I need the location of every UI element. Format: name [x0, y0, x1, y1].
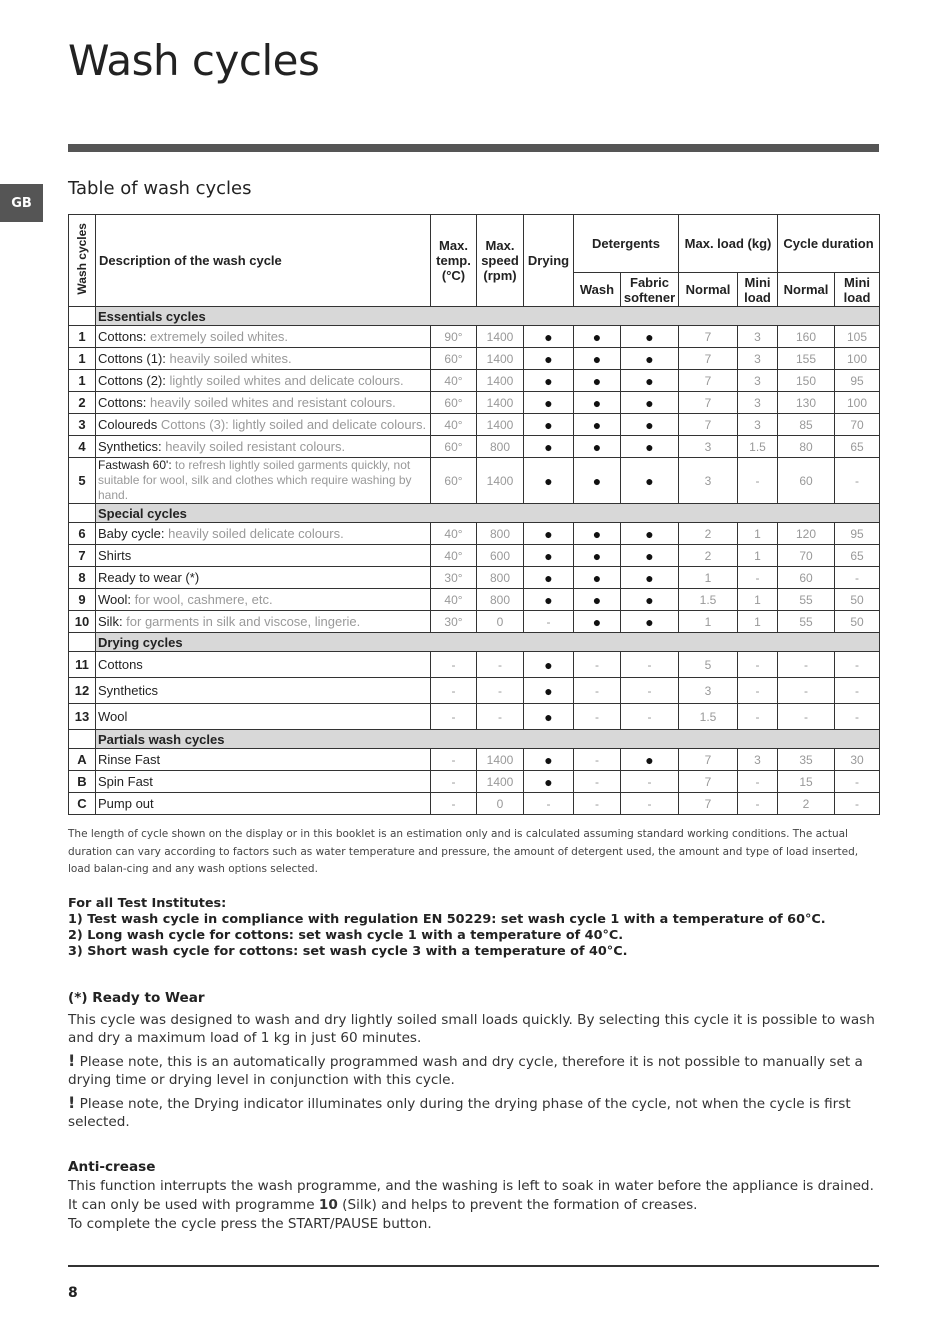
table-row: [69, 523, 880, 545]
table-row: [69, 545, 880, 567]
cycle-number: B: [69, 771, 96, 793]
cycle-number: 11: [69, 652, 96, 678]
cycle-description: [96, 652, 431, 678]
wash-detergent-cell: -: [574, 704, 621, 730]
max-speed: 1400: [477, 414, 524, 436]
duration-normal: 150: [778, 370, 835, 392]
load-mini: 1: [738, 589, 778, 611]
max-speed: 1400: [477, 348, 524, 370]
duration-normal: 2: [778, 793, 835, 815]
cycle-description: [96, 414, 431, 436]
softener-cell: ●: [621, 589, 679, 611]
section-title: Partials wash cycles: [96, 730, 880, 749]
max-temp: -: [431, 771, 477, 793]
duration-mini-header: Mini load: [835, 273, 880, 307]
load-normal: 2: [679, 523, 738, 545]
cycle-number: 2: [69, 392, 96, 414]
table-row: [69, 652, 880, 678]
cycle-duration-header: Cycle duration: [778, 215, 880, 273]
softener-cell: ●: [621, 436, 679, 458]
softener-cell: ●: [621, 326, 679, 348]
section-row: [69, 307, 880, 326]
max-speed: 1400: [477, 392, 524, 414]
max-speed: 800: [477, 567, 524, 589]
cycle-description: [96, 458, 431, 504]
softener-cell: -: [621, 793, 679, 815]
cycle-name: Fastwash 60':: [98, 458, 172, 472]
cycle-number: A: [69, 749, 96, 771]
table-row: [69, 436, 880, 458]
cycle-detail: extremely soiled whites.: [146, 329, 289, 344]
load-normal: 1.5: [679, 704, 738, 730]
cycle-description: [96, 523, 431, 545]
anti-crease-section: [68, 1158, 879, 1234]
drying-cell: ●: [524, 589, 574, 611]
load-mini: 1: [738, 611, 778, 633]
load-mini: -: [738, 652, 778, 678]
duration-normal: 130: [778, 392, 835, 414]
duration-mini: -: [835, 771, 880, 793]
softener-cell: ●: [621, 545, 679, 567]
drying-cell: ●: [524, 370, 574, 392]
title-divider: [68, 144, 879, 152]
load-mini: 3: [738, 749, 778, 771]
cycle-number: 1: [69, 370, 96, 392]
drying-header: Drying: [524, 215, 574, 307]
load-normal: 1: [679, 567, 738, 589]
drying-cell: ●: [524, 523, 574, 545]
table-row: [69, 348, 880, 370]
load-mini: 1: [738, 545, 778, 567]
anti-crease-line-3: To complete the cycle press the START/PAUSE button.: [68, 1216, 432, 1232]
duration-mini: 50: [835, 611, 880, 633]
cycle-number: 6: [69, 523, 96, 545]
wash-detergent-cell: ●: [574, 392, 621, 414]
softener-cell: ●: [621, 392, 679, 414]
section-title: Essentials cycles: [96, 307, 880, 326]
section-row: [69, 504, 880, 523]
load-mini: -: [738, 678, 778, 704]
softener-cell: ●: [621, 523, 679, 545]
max-temp: 60°: [431, 458, 477, 504]
test-title: For all Test Institutes:: [68, 896, 227, 911]
duration-normal: 35: [778, 749, 835, 771]
load-normal: 3: [679, 458, 738, 504]
cycle-detail: lightly soiled whites and delicate colours.: [165, 373, 404, 388]
section-spacer: [69, 307, 96, 326]
load-normal: 3: [679, 678, 738, 704]
cycle-name: Cottons (1):: [98, 351, 166, 366]
cycle-name: Coloureds: [98, 417, 158, 432]
softener-cell: ●: [621, 458, 679, 504]
load-normal: 7: [679, 793, 738, 815]
duration-normal: 80: [778, 436, 835, 458]
wash-detergent-cell: ●: [574, 545, 621, 567]
test-institutes: [68, 896, 826, 960]
cycle-description: [96, 545, 431, 567]
cycle-description: [96, 771, 431, 793]
max-temp: -: [431, 793, 477, 815]
drying-cell: ●: [524, 652, 574, 678]
drying-cell: ●: [524, 545, 574, 567]
table-row: [69, 370, 880, 392]
cycle-description: [96, 436, 431, 458]
load-mini: 3: [738, 326, 778, 348]
duration-mini: -: [835, 458, 880, 504]
max-speed: 1400: [477, 326, 524, 348]
anti-crease-line-1: This function interrupts the wash programme, and the washing is left to soak in water before the appliance is drained.: [68, 1178, 874, 1194]
ready-to-wear-title: (*) Ready to Wear: [68, 990, 205, 1006]
wash-detergent-cell: ●: [574, 567, 621, 589]
cycle-description: [96, 326, 431, 348]
cycle-detail: Cottons (3): lightly soiled and delicate colours.: [157, 417, 427, 432]
footer-divider: [68, 1265, 879, 1267]
cycle-number: 4: [69, 436, 96, 458]
cycle-detail: heavily soiled whites and resistant colours.: [146, 395, 396, 410]
load-normal: 7: [679, 392, 738, 414]
section-title: Special cycles: [96, 504, 880, 523]
softener-cell: ●: [621, 749, 679, 771]
table-row: [69, 589, 880, 611]
wash-detergent-cell: ●: [574, 370, 621, 392]
duration-mini: 100: [835, 348, 880, 370]
wash-detergent-cell: ●: [574, 436, 621, 458]
drying-cell: -: [524, 611, 574, 633]
load-normal: 1.5: [679, 589, 738, 611]
max-speed: -: [477, 678, 524, 704]
load-normal-header: Normal: [679, 273, 738, 307]
softener-cell: ●: [621, 414, 679, 436]
test-line-1: 1) Test wash cycle in compliance with regulation EN 50229: set wash cycle 1 with a temperature of 60°C.: [68, 912, 826, 927]
drying-cell: ●: [524, 348, 574, 370]
drying-cell: ●: [524, 458, 574, 504]
max-temp: 60°: [431, 436, 477, 458]
wash-detergent-cell: -: [574, 749, 621, 771]
drying-cell: -: [524, 793, 574, 815]
cycle-number: 13: [69, 704, 96, 730]
anti-crease-line-2: It can only be used with programme 10 (Silk) and helps to prevent the formation of creases.: [68, 1197, 698, 1213]
ready-to-wear-p1: This cycle was designed to wash and dry lightly soiled small loads quickly. By selecting this cycle it is possible to wash and dry a maximum load of 1 kg in just 60 minutes.: [68, 1012, 875, 1046]
cycle-name: Cottons:: [98, 329, 147, 344]
detergents-header: Detergents: [574, 215, 679, 273]
wash-detergent-cell: -: [574, 771, 621, 793]
table-row: [69, 326, 880, 348]
max-speed: 800: [477, 436, 524, 458]
cycle-detail: heavily soiled resistant colours.: [161, 439, 346, 454]
softener-cell: -: [621, 771, 679, 793]
cycle-description: [96, 793, 431, 815]
max-temp: 40°: [431, 523, 477, 545]
softener-cell: ●: [621, 370, 679, 392]
cycle-number: 9: [69, 589, 96, 611]
cycle-name: Cottons (2):: [98, 373, 166, 388]
duration-normal: 15: [778, 771, 835, 793]
cycle-name: Ready to wear (*): [98, 570, 200, 585]
section-spacer: [69, 504, 96, 523]
cycle-name: Silk:: [98, 614, 123, 629]
load-normal: 7: [679, 326, 738, 348]
duration-normal: 55: [778, 611, 835, 633]
cycle-detail: to refresh lightly soiled garments quickly, not suitable for wool, silk and clothes which require washing by hand.: [98, 458, 412, 502]
cycle-number: 10: [69, 611, 96, 633]
max-speed: 0: [477, 611, 524, 633]
load-normal: 2: [679, 545, 738, 567]
max-temp: 40°: [431, 589, 477, 611]
duration-mini: 30: [835, 749, 880, 771]
max-speed: -: [477, 704, 524, 730]
wash-detergent-cell: ●: [574, 611, 621, 633]
duration-mini: -: [835, 704, 880, 730]
wash-cycles-table: [68, 214, 880, 815]
wash-detergent-cell: ●: [574, 414, 621, 436]
load-mini: -: [738, 793, 778, 815]
duration-normal-header: Normal: [778, 273, 835, 307]
wash-cycles-header: Wash cycles: [69, 215, 96, 307]
max-temp: -: [431, 678, 477, 704]
duration-mini: 95: [835, 370, 880, 392]
cycle-name: Pump out: [98, 796, 154, 811]
softener-cell: ●: [621, 348, 679, 370]
softener-cell: -: [621, 678, 679, 704]
cycle-description: [96, 704, 431, 730]
table-row: [69, 392, 880, 414]
section-row: [69, 633, 880, 652]
softener-cell: -: [621, 652, 679, 678]
max-speed: -: [477, 652, 524, 678]
max-temp: -: [431, 652, 477, 678]
table-row: [69, 611, 880, 633]
section-title: Table of wash cycles: [68, 178, 252, 199]
load-normal: 5: [679, 652, 738, 678]
cycle-number: 1: [69, 326, 96, 348]
load-mini-header: Mini load: [738, 273, 778, 307]
wash-detergent-cell: -: [574, 678, 621, 704]
cycle-description: [96, 392, 431, 414]
max-temp: 60°: [431, 392, 477, 414]
max-temp: 60°: [431, 348, 477, 370]
duration-mini: 65: [835, 436, 880, 458]
max-temp-header: Max. temp. (°C): [431, 215, 477, 307]
load-mini: -: [738, 771, 778, 793]
section-row: [69, 730, 880, 749]
drying-cell: ●: [524, 749, 574, 771]
wash-detergent-cell: ●: [574, 326, 621, 348]
cycle-name: Cottons:: [98, 395, 147, 410]
drying-cell: ●: [524, 392, 574, 414]
load-mini: 1.5: [738, 436, 778, 458]
section-spacer: [69, 730, 96, 749]
load-normal: 7: [679, 749, 738, 771]
load-normal: 7: [679, 771, 738, 793]
wash-detergent-cell: ●: [574, 348, 621, 370]
description-header: Description of the wash cycle: [96, 215, 431, 307]
duration-mini: -: [835, 793, 880, 815]
duration-normal: -: [778, 704, 835, 730]
duration-mini: 105: [835, 326, 880, 348]
max-temp: -: [431, 749, 477, 771]
duration-normal: 70: [778, 545, 835, 567]
max-temp: 40°: [431, 370, 477, 392]
softener-cell: ●: [621, 611, 679, 633]
drying-cell: ●: [524, 704, 574, 730]
cycle-number: C: [69, 793, 96, 815]
max-speed: 1400: [477, 458, 524, 504]
load-mini: -: [738, 458, 778, 504]
cycle-name: Synthetics:: [98, 439, 162, 454]
duration-mini: -: [835, 567, 880, 589]
drying-cell: ●: [524, 326, 574, 348]
ready-to-wear-p3: ! Please note, the Drying indicator illuminates only during the drying phase of the cycle, not when the cycle is first selected.: [68, 1093, 851, 1130]
load-mini: -: [738, 704, 778, 730]
duration-note: The length of cycle shown on the display or in this booklet is an estimation only and is calculated assuming standard working conditions. The actual duration can vary according to factors such as water temperature and pressure, the amount of detergent used, the amount and type of load inserted, load balan-cing and any wash options selected.: [68, 828, 859, 875]
load-normal: 1: [679, 611, 738, 633]
duration-mini: -: [835, 678, 880, 704]
cycle-description: [96, 370, 431, 392]
table-row: [69, 704, 880, 730]
ready-to-wear-section: [68, 989, 879, 1131]
table-row: [69, 414, 880, 436]
language-tab: GB: [0, 184, 43, 222]
table-row: [69, 749, 880, 771]
duration-mini: 95: [835, 523, 880, 545]
drying-cell: ●: [524, 678, 574, 704]
duration-mini: 70: [835, 414, 880, 436]
cycle-description: [96, 589, 431, 611]
test-line-2: 2) Long wash cycle for cottons: set wash cycle 1 with a temperature of 40°C.: [68, 928, 624, 943]
cycle-name: Shirts: [98, 548, 132, 563]
max-temp: 40°: [431, 545, 477, 567]
drying-cell: ●: [524, 414, 574, 436]
ready-to-wear-p2: ! Please note, this is an automatically programmed wash and dry cycle, therefore it is not possible to manually set a drying time or drying level in conjunction with this cycle.: [68, 1051, 863, 1088]
cycle-description: [96, 749, 431, 771]
cycle-name: Spin Fast: [98, 774, 153, 789]
duration-normal: 160: [778, 326, 835, 348]
duration-mini: 50: [835, 589, 880, 611]
cycle-number: 5: [69, 458, 96, 504]
wash-header: Wash: [574, 273, 621, 307]
cycle-description: [96, 678, 431, 704]
duration-mini: -: [835, 652, 880, 678]
wash-detergent-cell: ●: [574, 589, 621, 611]
cycle-number: 7: [69, 545, 96, 567]
table-row: [69, 793, 880, 815]
load-mini: -: [738, 567, 778, 589]
cycle-detail: heavily soiled delicate colours.: [164, 526, 344, 541]
max-speed: 1400: [477, 370, 524, 392]
duration-normal: 85: [778, 414, 835, 436]
load-mini: 3: [738, 370, 778, 392]
duration-normal: 60: [778, 458, 835, 504]
page-title: Wash cycles: [68, 36, 320, 85]
cycle-number: 3: [69, 414, 96, 436]
load-mini: 1: [738, 523, 778, 545]
cycle-number: 1: [69, 348, 96, 370]
duration-normal: 155: [778, 348, 835, 370]
load-normal: 7: [679, 414, 738, 436]
duration-normal: -: [778, 678, 835, 704]
drying-cell: ●: [524, 771, 574, 793]
max-speed: 1400: [477, 771, 524, 793]
cycle-name: Baby cycle:: [98, 526, 165, 541]
wash-detergent-cell: ●: [574, 458, 621, 504]
cycle-description: [96, 611, 431, 633]
max-temp: -: [431, 704, 477, 730]
wash-detergent-cell: -: [574, 652, 621, 678]
duration-normal: -: [778, 652, 835, 678]
max-speed: 800: [477, 523, 524, 545]
load-mini: 3: [738, 414, 778, 436]
warning-icon: !: [68, 1051, 76, 1070]
load-mini: 3: [738, 348, 778, 370]
softener-cell: -: [621, 704, 679, 730]
max-speed-header: Max. speed (rpm): [477, 215, 524, 307]
max-speed: 1400: [477, 749, 524, 771]
cycle-description: [96, 348, 431, 370]
table-row: [69, 458, 880, 504]
drying-cell: ●: [524, 436, 574, 458]
duration-normal: 120: [778, 523, 835, 545]
cycle-name: Synthetics: [98, 683, 158, 698]
warning-icon: !: [68, 1093, 76, 1112]
wash-detergent-cell: -: [574, 793, 621, 815]
cycle-detail: heavily soiled whites.: [165, 351, 292, 366]
table-row: [69, 771, 880, 793]
max-speed: 0: [477, 793, 524, 815]
cycle-description: [96, 567, 431, 589]
max-speed: 600: [477, 545, 524, 567]
cycle-detail: for garments in silk and viscose, lingerie.: [122, 614, 361, 629]
duration-mini: 65: [835, 545, 880, 567]
max-temp: 90°: [431, 326, 477, 348]
duration-normal: 60: [778, 567, 835, 589]
anti-crease-title: Anti-crease: [68, 1159, 156, 1175]
fabric-softener-header: Fabric softener: [621, 273, 679, 307]
drying-cell: ●: [524, 567, 574, 589]
load-normal: 7: [679, 348, 738, 370]
cycle-name: Wool:: [98, 592, 131, 607]
duration-normal: 55: [778, 589, 835, 611]
max-temp: 30°: [431, 567, 477, 589]
max-temp: 40°: [431, 414, 477, 436]
cycle-name: Cottons: [98, 657, 143, 672]
cycle-detail: for wool, cashmere, etc.: [131, 592, 273, 607]
max-load-header: Max. load (kg): [679, 215, 778, 273]
cycle-name: Rinse Fast: [98, 752, 161, 767]
section-title: Drying cycles: [96, 633, 880, 652]
softener-cell: ●: [621, 567, 679, 589]
cycle-number: 12: [69, 678, 96, 704]
cycle-name: Wool: [98, 709, 128, 724]
duration-mini: 100: [835, 392, 880, 414]
load-mini: 3: [738, 392, 778, 414]
max-speed: 800: [477, 589, 524, 611]
cycle-number: 8: [69, 567, 96, 589]
load-normal: 3: [679, 436, 738, 458]
table-row: [69, 567, 880, 589]
max-temp: 30°: [431, 611, 477, 633]
section-spacer: [69, 633, 96, 652]
load-normal: 7: [679, 370, 738, 392]
table-row: [69, 678, 880, 704]
page-number: 8: [68, 1285, 78, 1301]
test-line-3: 3) Short wash cycle for cottons: set wash cycle 3 with a temperature of 40°C.: [68, 944, 628, 959]
wash-detergent-cell: ●: [574, 523, 621, 545]
